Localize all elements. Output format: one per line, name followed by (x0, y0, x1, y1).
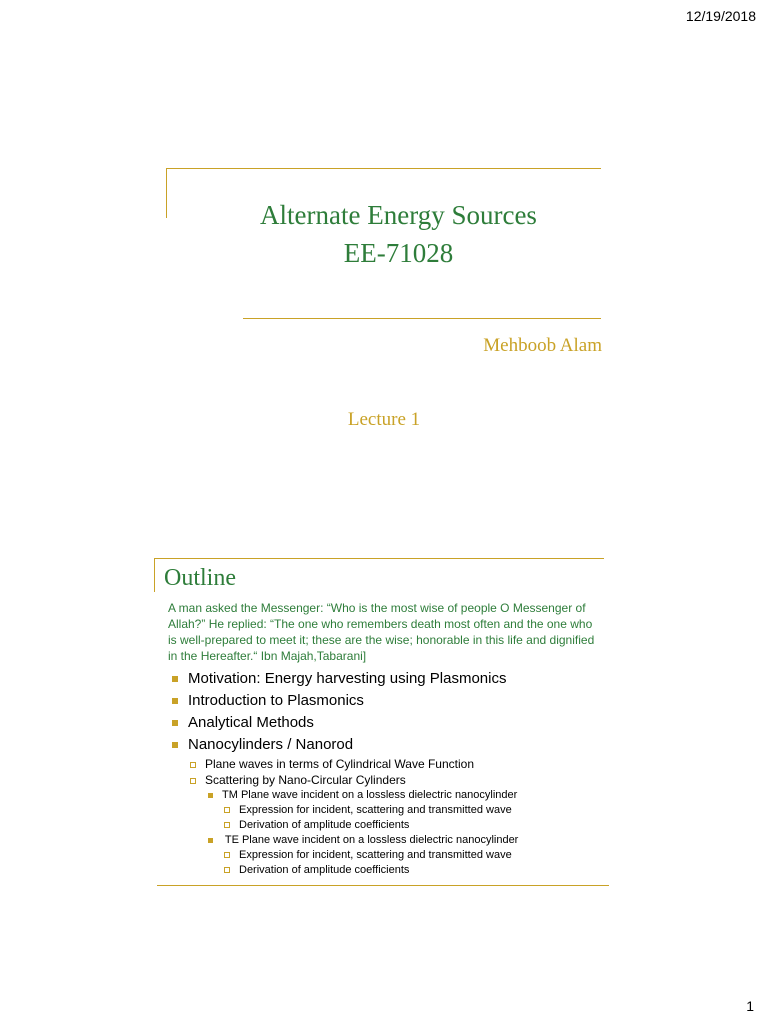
slide1-title (166, 196, 631, 272)
hollow-square-bullet-icon (224, 867, 230, 873)
list-item: Scattering by Nano-Circular Cylinders (172, 772, 602, 788)
square-bullet-icon (172, 676, 178, 682)
square-bullet-icon (208, 838, 213, 843)
page-number: 1 (746, 998, 754, 1014)
list-item: Expression for incident, scattering and transmitted wave (172, 848, 602, 863)
slide2-top-rule (154, 558, 604, 559)
square-bullet-icon (172, 742, 178, 748)
outline-list (172, 668, 602, 878)
list-item: TE Plane wave incident on a lossless dielectric nanocylinder (172, 833, 602, 848)
hollow-square-bullet-icon (190, 778, 196, 784)
course-code: EE-71028 (343, 238, 454, 268)
print-date: 12/19/2018 (685, 8, 756, 24)
hadith-quote: A man asked the Messenger: “Who is the most wise of people O Messenger of Allah?” He replied: “The one who remembers death most often and the one who is well-prepared to meet it; these are the wise; honorable in this life and dignified in the Hereafter.“ Ibn Majah,Tabarani] (168, 601, 595, 663)
course-title: Alternate Energy Sources (260, 200, 537, 230)
hollow-square-bullet-icon (190, 762, 196, 768)
hollow-square-bullet-icon (224, 852, 230, 858)
slide2-bottom-rule (157, 885, 609, 886)
list-item: Derivation of amplitude coefficients (172, 818, 602, 833)
slide1-divider (243, 318, 601, 319)
hollow-square-bullet-icon (224, 807, 230, 813)
list-item: TM Plane wave incident on a lossless dielectric nanocylinder (172, 788, 602, 803)
outline-title: Outline (164, 565, 236, 591)
list-item: Introduction to Plasmonics (172, 690, 602, 712)
list-item: Derivation of amplitude coefficients (172, 863, 602, 878)
square-bullet-icon (208, 793, 213, 798)
list-item: Motivation: Energy harvesting using Plasmonics (172, 668, 602, 690)
square-bullet-icon (172, 720, 178, 726)
slide1-top-rule (166, 168, 601, 169)
lecture-number: Lecture 1 (347, 409, 421, 430)
list-item: Expression for incident, scattering and transmitted wave (172, 803, 602, 818)
list-item: Nanocylinders / Nanorod (172, 734, 602, 756)
hollow-square-bullet-icon (224, 822, 230, 828)
author-name: Mehboob Alam (483, 335, 602, 356)
slide2-left-rule (154, 558, 155, 592)
square-bullet-icon (172, 698, 178, 704)
list-item: Analytical Methods (172, 712, 602, 734)
list-item: Plane waves in terms of Cylindrical Wave Function (172, 756, 602, 772)
